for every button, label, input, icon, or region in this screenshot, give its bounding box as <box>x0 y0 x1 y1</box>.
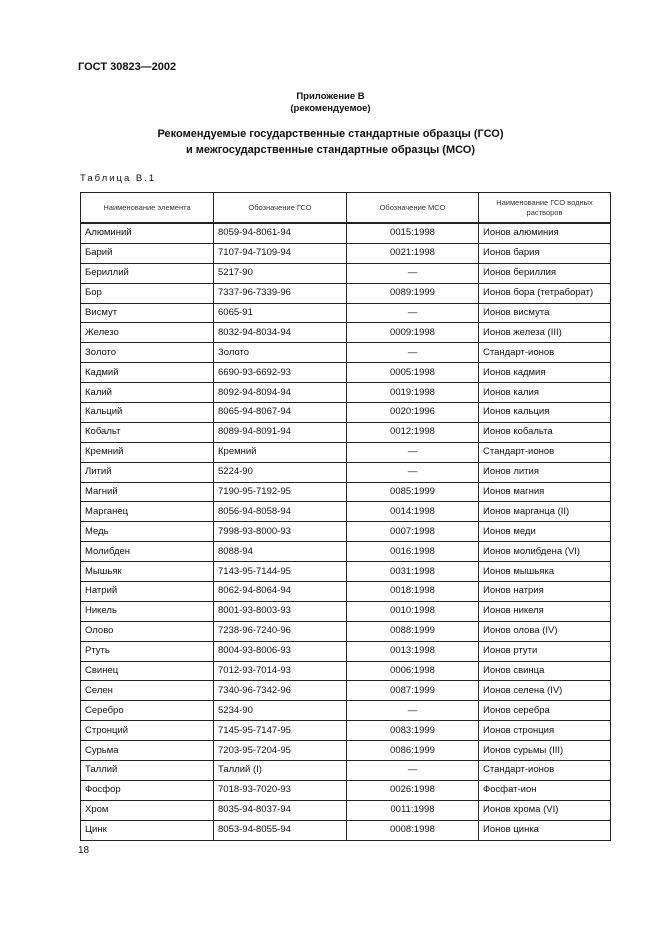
cell-element: Марганец <box>81 502 214 522</box>
table-row <box>81 820 611 840</box>
cell-gso: 8065-94-8067-94 <box>214 403 347 423</box>
cell-mso: 0026:1998 <box>347 780 479 800</box>
cell-element: Таллий <box>81 761 214 781</box>
cell-gso: 8056-94-8058-94 <box>214 502 347 522</box>
cell-mso: 0018:1998 <box>347 582 479 602</box>
cell-mso: 0085:1999 <box>347 482 479 502</box>
cell-element: Фосфор <box>81 780 214 800</box>
cell-mso: 0010:1998 <box>347 601 479 621</box>
table-row <box>81 263 611 283</box>
cell-gso: 7340-96-7342-96 <box>214 681 347 701</box>
cell-mso: 0020:1996 <box>347 403 479 423</box>
cell-gso: 5234-90 <box>214 701 347 721</box>
document-title-line-2: и межгосударственные стандартные образцы (МСО) <box>185 144 476 156</box>
table-row <box>81 462 611 482</box>
cell-gso: Кремний <box>214 442 347 462</box>
table-row <box>81 562 611 582</box>
page-number: 18 <box>78 845 90 856</box>
cell-solution: Ионов алюминия <box>479 223 611 243</box>
cell-gso: 8059-94-8061-94 <box>214 223 347 243</box>
cell-element: Молибден <box>81 542 214 562</box>
cell-gso: 7012-93-7014-93 <box>214 661 347 681</box>
cell-mso: 0011:1998 <box>347 800 479 820</box>
cell-gso: 8088-94 <box>214 542 347 562</box>
cell-solution: Ионов бора (тетраборат) <box>479 283 611 303</box>
cell-solution: Ионов меди <box>479 522 611 542</box>
cell-gso: Таллий (I) <box>214 761 347 781</box>
cell-solution: Фосфат-ион <box>479 780 611 800</box>
cell-gso: 8035-94-8037-94 <box>214 800 347 820</box>
standard-header: ГОСТ 30823—2002 <box>78 61 177 73</box>
cell-mso: 0021:1998 <box>347 243 479 263</box>
cell-mso: 0014:1998 <box>347 502 479 522</box>
table-row <box>81 243 611 263</box>
cell-gso: 7337-96-7339-96 <box>214 283 347 303</box>
table-caption: Таблица В.1 <box>80 173 157 184</box>
table-row <box>81 621 611 641</box>
column-header-mso: Обозначение МСО <box>347 193 479 224</box>
cell-mso: — <box>347 462 479 482</box>
cell-gso: 8092-94-8094-94 <box>214 383 347 403</box>
cell-gso: 8004-93-8006-93 <box>214 641 347 661</box>
annex-subtitle: (рекомендуемое) <box>290 103 371 114</box>
cell-mso: — <box>347 761 479 781</box>
table-row <box>81 582 611 602</box>
cell-gso: 8062-94-8064-94 <box>214 582 347 602</box>
cell-element: Барий <box>81 243 214 263</box>
table-row <box>81 601 611 621</box>
table-row <box>81 422 611 442</box>
cell-mso: 0012:1998 <box>347 422 479 442</box>
cell-mso: 0083:1999 <box>347 721 479 741</box>
cell-gso: 8089-94-8091-94 <box>214 422 347 442</box>
cell-element: Золото <box>81 343 214 363</box>
column-header-gso: Обозначение ГСО <box>214 193 347 224</box>
table-row <box>81 482 611 502</box>
column-header-element: Наименование элемента <box>81 193 214 224</box>
table-row <box>81 303 611 323</box>
cell-mso: 0087:1999 <box>347 681 479 701</box>
cell-mso: 0089:1999 <box>347 283 479 303</box>
cell-mso: — <box>347 303 479 323</box>
table-row <box>81 761 611 781</box>
cell-element: Натрий <box>81 582 214 602</box>
table-row <box>81 721 611 741</box>
table-body <box>81 223 611 840</box>
table-row <box>81 283 611 303</box>
cell-solution: Ионов кобальта <box>479 422 611 442</box>
cell-element: Ртуть <box>81 641 214 661</box>
cell-mso: 0006:1998 <box>347 661 479 681</box>
cell-solution: Ионов бария <box>479 243 611 263</box>
cell-element: Висмут <box>81 303 214 323</box>
reference-samples-table <box>80 192 611 841</box>
cell-element: Бор <box>81 283 214 303</box>
cell-solution: Ионов кальция <box>479 403 611 423</box>
cell-solution: Ионов железа (III) <box>479 323 611 343</box>
cell-gso: Золото <box>214 343 347 363</box>
cell-element: Селен <box>81 681 214 701</box>
cell-mso: 0009:1998 <box>347 323 479 343</box>
cell-element: Кремний <box>81 442 214 462</box>
cell-element: Никель <box>81 601 214 621</box>
cell-gso: 5217-90 <box>214 263 347 283</box>
cell-solution: Стандарт-ионов <box>479 343 611 363</box>
cell-solution: Ионов бериллия <box>479 263 611 283</box>
cell-solution: Ионов мышьяка <box>479 562 611 582</box>
table-row <box>81 661 611 681</box>
cell-gso: 6690-93-6692-93 <box>214 363 347 383</box>
cell-mso: 0007:1998 <box>347 522 479 542</box>
cell-mso: 0016:1998 <box>347 542 479 562</box>
cell-mso: 0013:1998 <box>347 641 479 661</box>
cell-solution: Ионов цинка <box>479 820 611 840</box>
table-row <box>81 780 611 800</box>
cell-mso: — <box>347 263 479 283</box>
cell-solution: Ионов свинца <box>479 661 611 681</box>
cell-gso: 7145-95-7147-95 <box>214 721 347 741</box>
cell-element: Медь <box>81 522 214 542</box>
cell-solution: Стандарт-ионов <box>479 442 611 462</box>
cell-solution: Ионов висмута <box>479 303 611 323</box>
cell-solution: Ионов магния <box>479 482 611 502</box>
document-title <box>0 126 661 158</box>
table-row <box>81 502 611 522</box>
cell-gso: 7143-95-7144-95 <box>214 562 347 582</box>
cell-element: Кобальт <box>81 422 214 442</box>
cell-solution: Ионов никеля <box>479 601 611 621</box>
column-header-solutions: Наименование ГСО водных растворов <box>479 193 611 224</box>
cell-element: Алюминий <box>81 223 214 243</box>
cell-element: Бериллий <box>81 263 214 283</box>
cell-solution: Ионов молибдена (VI) <box>479 542 611 562</box>
cell-element: Литий <box>81 462 214 482</box>
cell-gso: 7998-93-8000-93 <box>214 522 347 542</box>
cell-solution: Стандарт-ионов <box>479 761 611 781</box>
cell-element: Кальций <box>81 403 214 423</box>
cell-element: Калий <box>81 383 214 403</box>
cell-mso: 0031:1998 <box>347 562 479 582</box>
cell-mso: 0019:1998 <box>347 383 479 403</box>
table-header-row <box>81 193 611 224</box>
cell-element: Свинец <box>81 661 214 681</box>
cell-element: Железо <box>81 323 214 343</box>
cell-element: Магний <box>81 482 214 502</box>
cell-solution: Ионов стронция <box>479 721 611 741</box>
table-row <box>81 542 611 562</box>
cell-element: Цинк <box>81 820 214 840</box>
cell-element: Хром <box>81 800 214 820</box>
cell-mso: — <box>347 701 479 721</box>
table-row <box>81 343 611 363</box>
table-row <box>81 641 611 661</box>
cell-element: Олово <box>81 621 214 641</box>
cell-solution: Ионов кадмия <box>479 363 611 383</box>
cell-gso: 7238-96-7240-96 <box>214 621 347 641</box>
cell-gso: 7190-95-7192-95 <box>214 482 347 502</box>
table-row <box>81 522 611 542</box>
cell-element: Кадмий <box>81 363 214 383</box>
cell-solution: Ионов калия <box>479 383 611 403</box>
table-row <box>81 223 611 243</box>
cell-element: Стронций <box>81 721 214 741</box>
cell-solution: Ионов сурьмы (III) <box>479 741 611 761</box>
cell-gso: 7107-94-7109-94 <box>214 243 347 263</box>
cell-element: Сурьма <box>81 741 214 761</box>
cell-solution: Ионов олова (IV) <box>479 621 611 641</box>
cell-solution: Ионов марганца (II) <box>479 502 611 522</box>
table-row <box>81 383 611 403</box>
cell-gso: 6065-91 <box>214 303 347 323</box>
cell-solution: Ионов лития <box>479 462 611 482</box>
cell-solution: Ионов селена (IV) <box>479 681 611 701</box>
cell-mso: — <box>347 343 479 363</box>
cell-gso: 7203-95-7204-95 <box>214 741 347 761</box>
cell-mso: — <box>347 442 479 462</box>
cell-solution: Ионов натрия <box>479 582 611 602</box>
annex-title: Приложение В <box>296 91 365 102</box>
table-row <box>81 800 611 820</box>
cell-element: Мышьяк <box>81 562 214 582</box>
table-row <box>81 403 611 423</box>
cell-gso: 8053-94-8055-94 <box>214 820 347 840</box>
cell-element: Серебро <box>81 701 214 721</box>
table-row <box>81 363 611 383</box>
cell-gso: 5224-90 <box>214 462 347 482</box>
cell-mso: 0088:1999 <box>347 621 479 641</box>
cell-gso: 8032-94-8034-94 <box>214 323 347 343</box>
table-row <box>81 323 611 343</box>
cell-mso: 0008:1998 <box>347 820 479 840</box>
cell-mso: 0005:1998 <box>347 363 479 383</box>
document-title-line-1: Рекомендуемые государственные стандартные образцы (ГСО) <box>157 128 504 140</box>
table-row <box>81 681 611 701</box>
cell-mso: 0086:1999 <box>347 741 479 761</box>
table-row <box>81 741 611 761</box>
table-row <box>81 442 611 462</box>
cell-solution: Ионов ртути <box>479 641 611 661</box>
cell-gso: 7018-93-7020-93 <box>214 780 347 800</box>
table-row <box>81 701 611 721</box>
cell-solution: Ионов серебра <box>479 701 611 721</box>
cell-gso: 8001-93-8003-93 <box>214 601 347 621</box>
cell-solution: Ионов хрома (VI) <box>479 800 611 820</box>
cell-mso: 0015:1998 <box>347 223 479 243</box>
